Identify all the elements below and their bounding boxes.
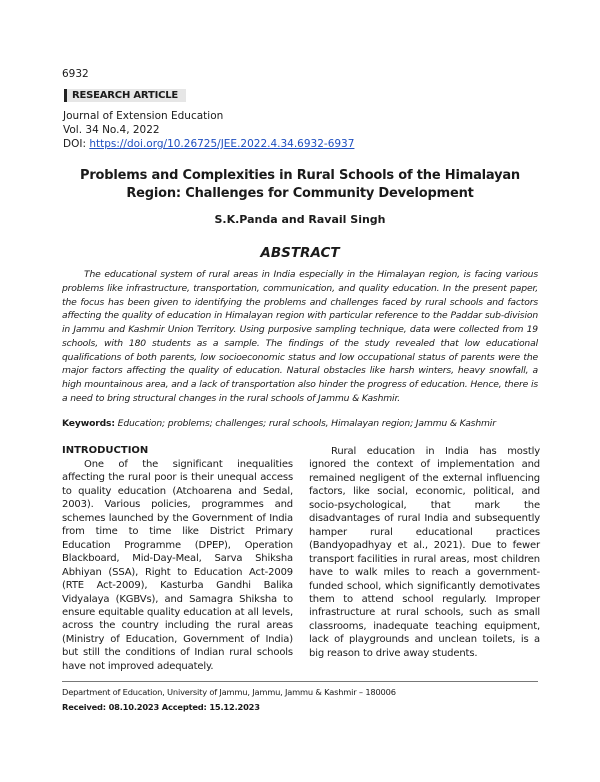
keywords-label: Keywords:	[62, 418, 115, 429]
doi-label: DOI:	[63, 138, 86, 150]
left-column	[62, 445, 293, 673]
journal-name: Journal of Extension Education	[63, 110, 224, 122]
paper-title: Problems and Complexities in Rural Schools of the Himalayan Region: Challenges for Community Development	[80, 168, 520, 201]
intro-paragraph-2: Rural education in India has mostly ignored the context of implementation and remained negligent of the external influencing factors, like social, economic, political, and socio-psychological, that mark the disadvantages of rural India and subsequently hamper rural educational practices (Bandyopadhyay et al., 2021). Due to fewer transport facilities in rural areas, most children have to walk miles to reach a government-funded school, which significantly demotivates them to attend school regularly. Improper infrastructure at rural schools, such as small classrooms, inadequate teaching equipment, lack of playgrounds and unclean toilets, is a big reason to drive away students.	[309, 446, 540, 659]
article-type-label: RESEARCH ARTICLE	[64, 89, 186, 102]
author-affiliation: Department of Education, University of Jammu, Jammu, Jammu & Kashmir – 180006	[62, 687, 396, 697]
page-number: 6932	[62, 68, 89, 80]
keywords-text: Education; problems; challenges; rural schools, Himalayan region; Jammu & Kashmir	[117, 418, 496, 429]
footer-divider	[62, 681, 538, 682]
received-accepted-dates: Received: 08.10.2023 Accepted: 15.12.2023	[62, 702, 260, 712]
journal-doi	[63, 137, 354, 151]
abstract-heading: ABSTRACT	[260, 245, 340, 261]
right-column	[309, 445, 540, 660]
keywords	[62, 418, 538, 429]
intro-paragraph-1: One of the significant inequalities affecting the rural poor is their unequal access to quality education (Atchoarena and Sedal, 2003). Various policies, programmes and schemes launched by the Government of India from time to time like District Primary Education Programme (DPEP), Operation Blackboard, Mid-Day-Meal, Sarva Shiksha Abhiyan (SSA), Right to Education Act-2009 (RTE Act-2009), Kasturba Gandhi Balika Vidyalaya (KGBVs), and Samagra Shiksha to ensure equitable quality education at all levels, across the country including the rural areas (Ministry of Education, Government of India) but still the conditions of Indian rural schools have not improved adequately.	[62, 459, 293, 672]
journal-volume: Vol. 34 No.4, 2022	[63, 124, 160, 136]
journal-info	[63, 109, 354, 151]
abstract-text: The educational system of rural areas in India especially in the Himalayan region, is facing various problems like infrastructure, transportation, communication, and quality education. In the present paper, the focus has been given to identifying the problems and challenges faced by rural schools and factors affecting the quality of education in Himalayan region with particular reference to the Paddar sub-division in Jammu and Kashmir Union Territory. Using purposive sampling technique, data were collected from 19 schools, with 180 students as a sample. The findings of the study revealed that low educational qualifications of both parents, low socioeconomic status and low occupational status of parents were the major factors affecting the quality of education. Natural obstacles like harsh winters, heavy snowfall, a high mountainous area, and a lack of transportation also hinder the progress of education. Hence, there is a need to bring structural changes in the rural schools of Jammu & Kashmir.	[62, 269, 538, 404]
paper-authors: S.K.Panda and Ravail Singh	[214, 213, 386, 226]
section-heading-introduction: INTRODUCTION	[62, 445, 149, 456]
doi-link[interactable]: https://doi.org/10.26725/JEE.2022.4.34.6932-6937	[89, 138, 355, 150]
